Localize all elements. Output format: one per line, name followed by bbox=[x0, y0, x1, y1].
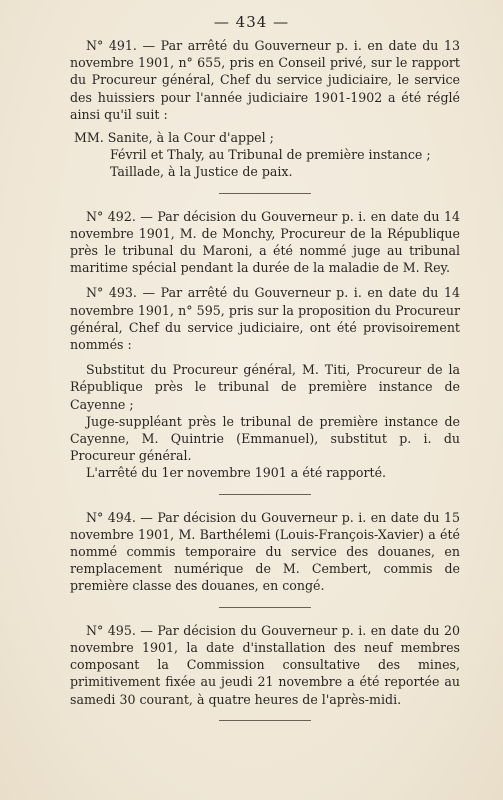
decree-493-repeal: L'arrêté du 1er novembre 1901 a été rapporté. bbox=[86, 465, 387, 481]
bailiff-line-2: Févril et Thaly, au Tribunal de première instance ; bbox=[110, 147, 431, 163]
decree-495 bbox=[70, 622, 460, 708]
decree-494-text: N° 494. — Par décision du Gouverneur p. i. en date du 15 novembre 1901, M. Barthélemi (Louis-François-Xavier) a été nommé commis temporaire du service des douanes, en remplacement numérique de M. Cembert, commis de première classe des douanes, en congé. bbox=[70, 509, 460, 594]
decree-494 bbox=[70, 509, 460, 595]
bailiff-line-3: Taillade, à la Justice de paix. bbox=[110, 164, 293, 180]
decree-491 bbox=[70, 37, 460, 181]
separator-rule bbox=[219, 494, 311, 495]
decree-492-text: N° 492. — Par décision du Gouverneur p. i. en date du 14 novembre 1901, M. de Monchy, Procureur de la République près le tribunal du Maroni, a été nommé juge au tribunal maritime spécial pendant la durée de la maladie de M. Rey. bbox=[70, 208, 460, 276]
decree-493-judge: Juge-suppléant près le tribunal de première instance de Cayenne, M. Quintrie (Emmanuel), substitut p. i. du Procureur général. bbox=[70, 413, 460, 464]
decree-492 bbox=[70, 208, 460, 277]
bailiff-list bbox=[74, 129, 460, 181]
separator-rule bbox=[219, 607, 311, 608]
decree-493-substitute: Substitut du Procureur général, M. Titi, Procureur de la République près le tribunal de première instance de Cayenne ; bbox=[70, 362, 460, 412]
separator-rule bbox=[219, 720, 311, 721]
decree-493 bbox=[70, 284, 460, 481]
separator-rule bbox=[219, 193, 311, 194]
page-body bbox=[70, 37, 460, 735]
decree-495-text: N° 495. — Par décision du Gouverneur p. i. en date du 20 novembre 1901, la date d'installation des neuf membres composant la Commission consultative des mines, primitivement fixée au jeudi 21 novembre a été reportée au samedi 30 courant, à quatre heures de l'après-midi. bbox=[70, 622, 460, 707]
bailiff-line-1: MM. Sanite, à la Cour d'appel ; bbox=[74, 130, 274, 146]
page-number: — 434 — bbox=[213, 13, 290, 31]
decree-493-text: N° 493. — Par arrêté du Gouverneur p. i. en date du 14 novembre 1901, n° 595, pris sur la proposition du Procureur général, Chef du service judiciaire, ont été provisoirement nommés : bbox=[70, 285, 460, 353]
decree-491-text: N° 491. — Par arrêté du Gouverneur p. i. en date du 13 novembre 1901, n° 655, pris en Conseil privé, sur le rapport du Procureur général, Chef du service judiciaire, le service des huissiers pour l'année judiciaire 1901-1902 a été réglé ainsi qu'il suit : bbox=[70, 38, 460, 122]
